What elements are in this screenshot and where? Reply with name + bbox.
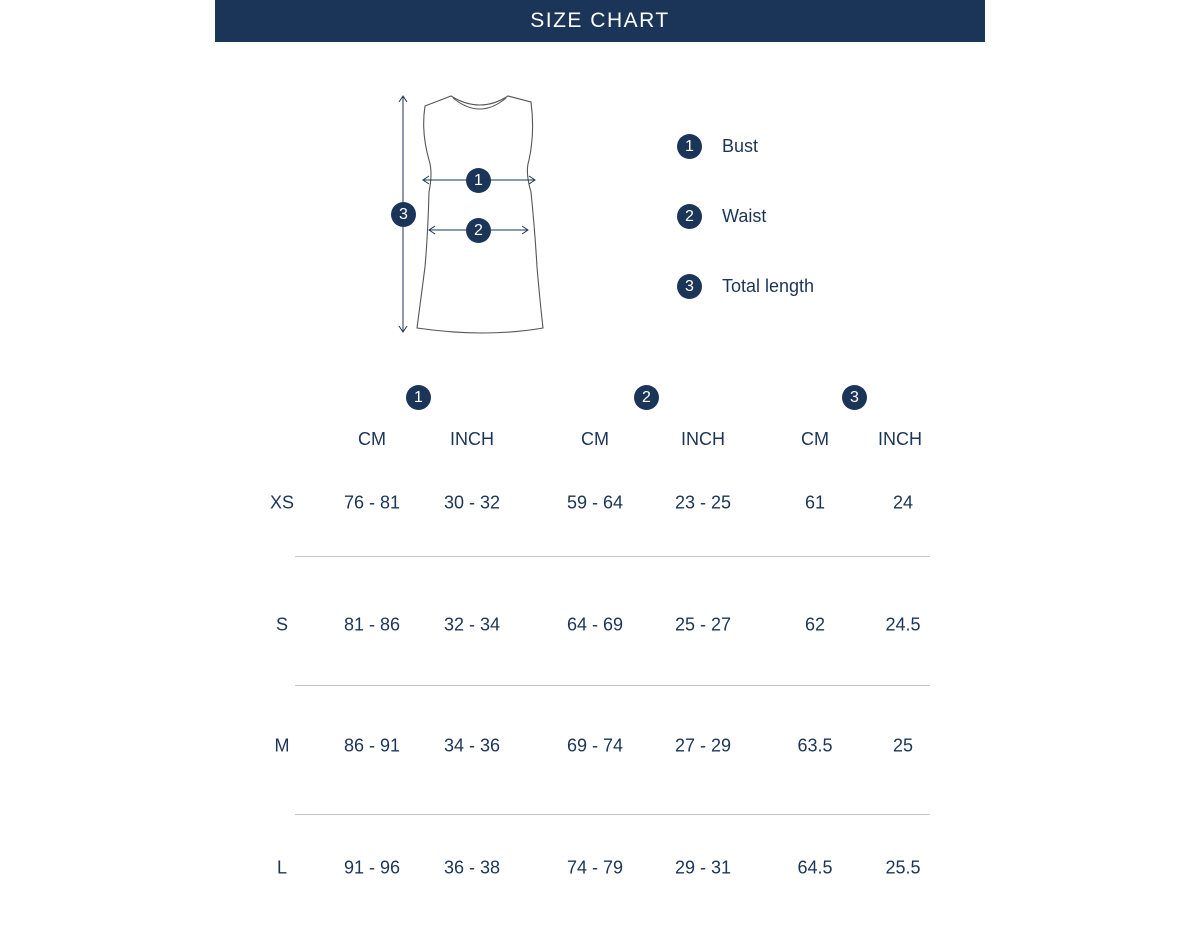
table-cell: 62 — [804, 614, 826, 635]
table-cell: 27 - 29 — [674, 735, 732, 756]
legend-item-bust — [677, 134, 758, 159]
column-header-bust-cm: CM — [358, 429, 386, 449]
table-cell: 76 - 81 — [343, 492, 401, 513]
table-cell: 61 — [804, 492, 826, 513]
column-header-bust-inch: INCH — [450, 429, 494, 449]
table-cell: 74 - 79 — [566, 857, 624, 878]
diagram-marker-length: 3 — [391, 202, 416, 227]
column-group-badge-waist: 2 — [634, 385, 659, 410]
table-cell: 63.5 — [797, 735, 833, 756]
table-cell: 29 - 31 — [674, 857, 732, 878]
column-group-badge-bust: 1 — [406, 385, 431, 410]
size-label: S — [275, 614, 289, 635]
column-group-badge-length: 3 — [842, 385, 867, 410]
size-label: L — [276, 857, 288, 878]
table-cell: 32 - 34 — [443, 614, 501, 635]
diagram-marker-waist: 2 — [466, 218, 491, 243]
column-header-waist-inch: INCH — [681, 429, 725, 449]
table-cell: 91 - 96 — [343, 857, 401, 878]
table-cell: 36 - 38 — [443, 857, 501, 878]
table-cell: 64.5 — [797, 857, 833, 878]
table-cell: 69 - 74 — [566, 735, 624, 756]
table-cell: 81 - 86 — [343, 614, 401, 635]
legend-item-waist — [677, 204, 766, 229]
table-cell: 25 - 27 — [674, 614, 732, 635]
legend-label: Bust — [722, 136, 759, 156]
garment-diagram — [385, 92, 555, 342]
table-cell: 24 — [892, 492, 914, 513]
table-cell: 86 - 91 — [343, 735, 401, 756]
row-divider — [295, 814, 930, 815]
page-title: SIZE CHART — [530, 9, 670, 32]
legend-badge: 2 — [677, 204, 702, 229]
row-divider — [295, 556, 930, 557]
legend-badge: 3 — [677, 274, 702, 299]
column-header-length-inch: INCH — [878, 429, 922, 449]
diagram-marker-bust: 1 — [466, 168, 491, 193]
legend-badge: 1 — [677, 134, 702, 159]
table-cell: 64 - 69 — [566, 614, 624, 635]
table-cell: 34 - 36 — [443, 735, 501, 756]
table-cell: 25.5 — [885, 857, 921, 878]
column-header-length-cm: CM — [801, 429, 829, 449]
legend-label: Total length — [722, 276, 815, 296]
table-cell: 23 - 25 — [674, 492, 732, 513]
table-cell: 30 - 32 — [443, 492, 501, 513]
legend-label: Waist — [722, 206, 767, 226]
legend-item-total-length — [677, 274, 814, 299]
size-label: XS — [269, 492, 295, 513]
row-divider — [295, 685, 930, 686]
size-chart-header — [215, 0, 985, 42]
table-cell: 59 - 64 — [566, 492, 624, 513]
column-header-waist-cm: CM — [581, 429, 609, 449]
table-cell: 24.5 — [885, 614, 921, 635]
table-cell: 25 — [892, 735, 914, 756]
size-label: M — [274, 735, 290, 756]
